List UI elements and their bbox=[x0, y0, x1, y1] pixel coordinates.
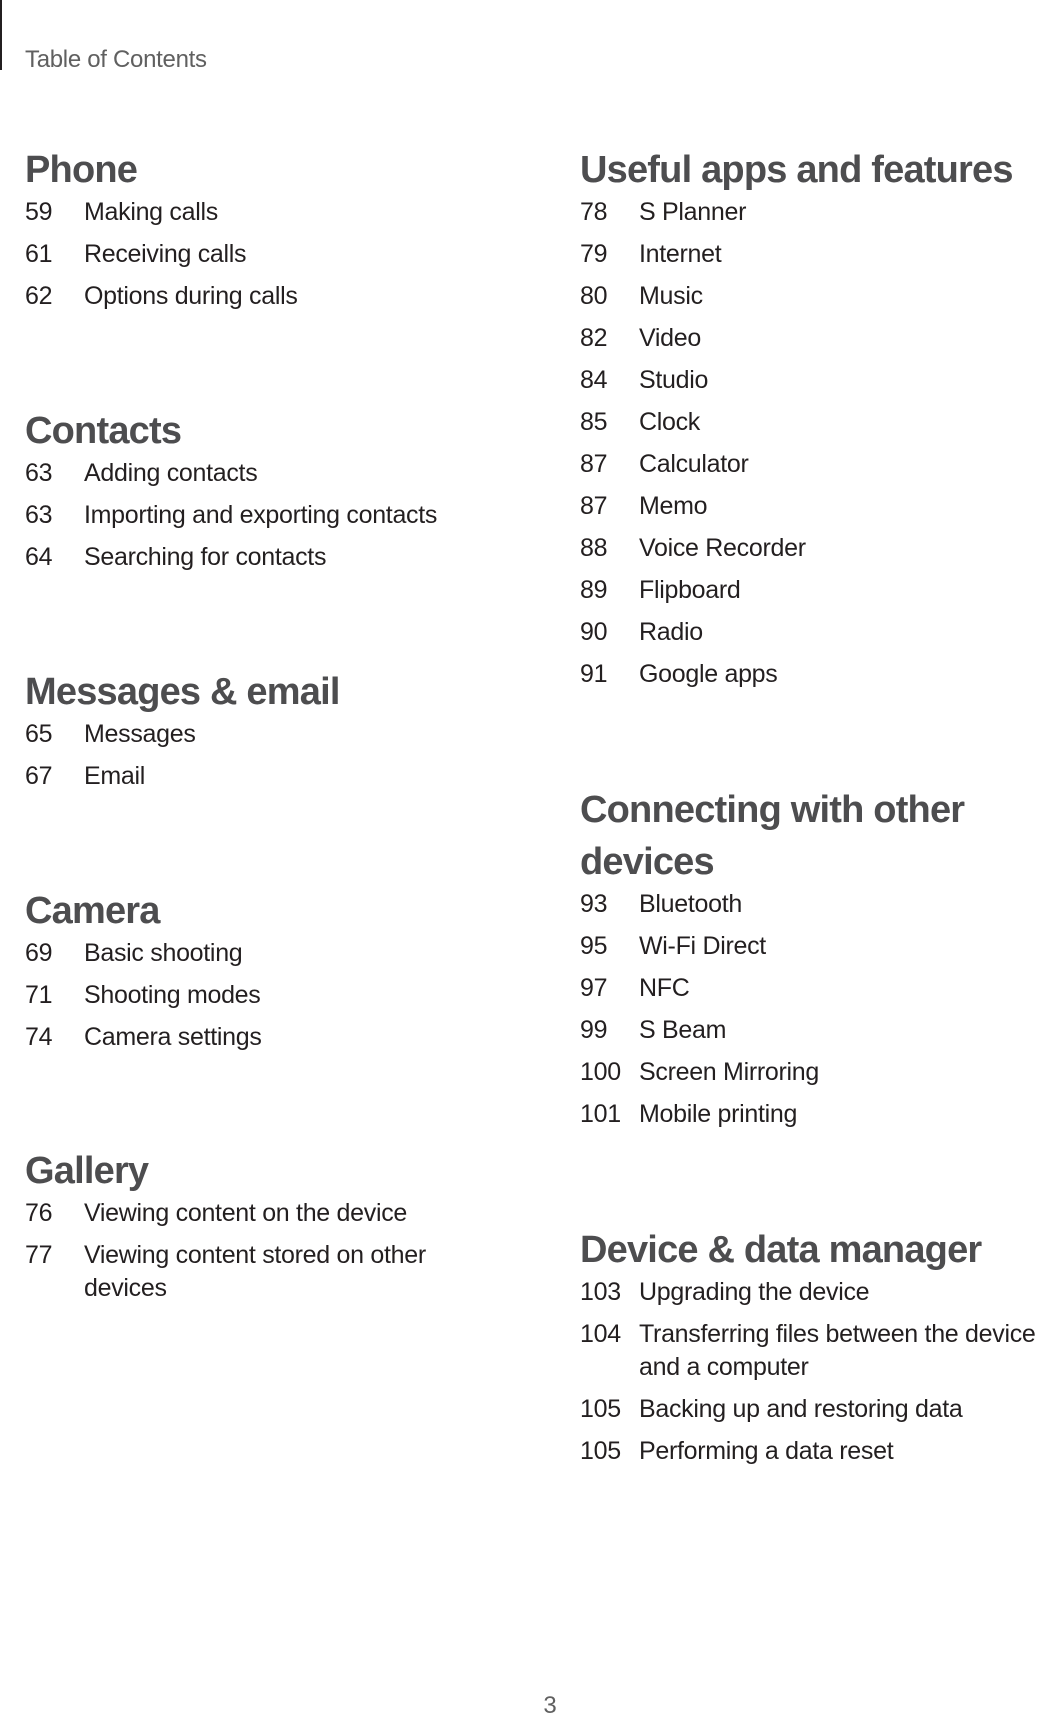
entry-title: Upgrading the device bbox=[639, 1278, 870, 1306]
entry-page: 105 bbox=[580, 1395, 621, 1423]
entry-page: 78 bbox=[580, 198, 608, 226]
entry-title: Performing a data reset bbox=[639, 1437, 894, 1465]
entry-page: 104 bbox=[580, 1320, 621, 1348]
entry-title: Calculator bbox=[639, 450, 749, 478]
running-head: Table of Contents bbox=[25, 46, 207, 73]
entry-title: Viewing content stored on other devices bbox=[84, 1241, 426, 1302]
entry-page: 103 bbox=[580, 1278, 621, 1306]
section-heading: Useful apps and features bbox=[580, 149, 1013, 191]
entry-page: 87 bbox=[580, 492, 608, 520]
toc-entry[interactable] bbox=[580, 1098, 980, 1131]
toc-entry[interactable] bbox=[580, 1393, 1052, 1426]
toc-entry[interactable] bbox=[580, 406, 1052, 439]
toc-section-device-data-manager bbox=[580, 1224, 1052, 1468]
entry-title: Memo bbox=[639, 492, 708, 520]
entry-title: Adding contacts bbox=[84, 459, 258, 487]
entry-page: 93 bbox=[580, 890, 608, 918]
entry-page: 82 bbox=[580, 324, 608, 352]
toc-entry[interactable] bbox=[580, 448, 1052, 481]
toc-entry[interactable] bbox=[25, 499, 545, 532]
entry-page: 85 bbox=[580, 408, 608, 436]
toc-entry[interactable] bbox=[25, 457, 545, 490]
entry-title: Options during calls bbox=[84, 282, 298, 310]
entry-page: 61 bbox=[25, 240, 53, 268]
entry-page: 87 bbox=[580, 450, 608, 478]
toc-entry[interactable] bbox=[25, 979, 545, 1012]
entry-page: 99 bbox=[580, 1016, 608, 1044]
toc-section-messages-email bbox=[25, 666, 545, 793]
toc-entry[interactable] bbox=[580, 532, 1052, 565]
entry-title: Wi-Fi Direct bbox=[639, 932, 766, 960]
toc-section-connecting bbox=[580, 784, 980, 1131]
entry-title: Internet bbox=[639, 240, 722, 268]
page-number: 3 bbox=[543, 1692, 557, 1719]
section-heading: Gallery bbox=[25, 1150, 149, 1192]
toc-section-gallery bbox=[25, 1145, 465, 1305]
entry-title: Mobile printing bbox=[639, 1100, 798, 1128]
toc-entry[interactable] bbox=[580, 616, 1052, 649]
section-heading: Phone bbox=[25, 149, 138, 191]
entry-title: Making calls bbox=[84, 198, 218, 226]
entry-title: Flipboard bbox=[639, 576, 741, 604]
toc-entry[interactable] bbox=[25, 238, 545, 271]
section-heading: Contacts bbox=[25, 410, 182, 452]
toc-entry[interactable] bbox=[580, 196, 1052, 229]
toc-section-contacts bbox=[25, 405, 545, 574]
toc-entry[interactable] bbox=[580, 322, 1052, 355]
entry-page: 90 bbox=[580, 618, 608, 646]
entry-title: Clock bbox=[639, 408, 701, 436]
entry-page: 100 bbox=[580, 1058, 621, 1086]
entry-page: 76 bbox=[25, 1199, 53, 1227]
entry-title: Receiving calls bbox=[84, 240, 247, 268]
entry-page: 67 bbox=[25, 762, 53, 790]
toc-entry[interactable] bbox=[25, 760, 545, 793]
entry-title: Viewing content on the device bbox=[84, 1199, 408, 1227]
toc-entry[interactable] bbox=[580, 364, 1052, 397]
entry-page: 77 bbox=[25, 1241, 53, 1269]
toc-entry[interactable] bbox=[580, 280, 1052, 313]
toc-entry[interactable] bbox=[580, 972, 980, 1005]
entry-page: 59 bbox=[25, 198, 53, 226]
toc-entry[interactable] bbox=[580, 1056, 980, 1089]
entry-title: S Planner bbox=[639, 198, 747, 226]
section-heading: Messages & email bbox=[25, 671, 340, 713]
toc-section-phone bbox=[25, 144, 545, 313]
entry-title: Transferring files between the device and a computer bbox=[639, 1320, 1036, 1381]
entry-page: 69 bbox=[25, 939, 53, 967]
entry-title: Video bbox=[639, 324, 701, 352]
entry-page: 101 bbox=[580, 1100, 621, 1128]
toc-entry[interactable] bbox=[580, 1276, 1052, 1309]
entry-page: 71 bbox=[25, 981, 53, 1009]
toc-entry[interactable] bbox=[580, 1318, 1052, 1384]
entry-title: Bluetooth bbox=[639, 890, 742, 918]
entry-page: 79 bbox=[580, 240, 608, 268]
entry-title: Email bbox=[84, 762, 146, 790]
entry-page: 65 bbox=[25, 720, 53, 748]
entry-page: 80 bbox=[580, 282, 608, 310]
section-heading: Camera bbox=[25, 890, 160, 932]
section-heading: Device & data manager bbox=[580, 1229, 982, 1271]
toc-entry[interactable] bbox=[25, 280, 545, 313]
entry-page: 89 bbox=[580, 576, 608, 604]
entry-title: Searching for contacts bbox=[84, 543, 327, 571]
toc-entry[interactable] bbox=[25, 196, 545, 229]
entry-page: 62 bbox=[25, 282, 53, 310]
entry-page: 105 bbox=[580, 1437, 621, 1465]
entry-page: 95 bbox=[580, 932, 608, 960]
entry-title: Screen Mirroring bbox=[639, 1058, 819, 1086]
toc-entry[interactable] bbox=[580, 888, 980, 921]
toc-entry[interactable] bbox=[25, 1197, 465, 1230]
toc-section-camera bbox=[25, 885, 545, 1054]
entry-title: Google apps bbox=[639, 660, 778, 688]
margin-rule bbox=[0, 0, 2, 70]
toc-section-useful-apps bbox=[580, 144, 1052, 691]
entry-title: Backing up and restoring data bbox=[639, 1395, 963, 1423]
toc-entry[interactable] bbox=[25, 541, 545, 574]
entry-page: 88 bbox=[580, 534, 608, 562]
toc-entry[interactable] bbox=[25, 1239, 465, 1305]
entry-title: Radio bbox=[639, 618, 703, 646]
toc-entry[interactable] bbox=[580, 574, 1052, 607]
entry-page: 84 bbox=[580, 366, 608, 394]
toc-entry[interactable] bbox=[580, 490, 1052, 523]
entry-title: Camera settings bbox=[84, 1023, 262, 1051]
entry-title: Voice Recorder bbox=[639, 534, 806, 562]
entry-title: Shooting modes bbox=[84, 981, 261, 1009]
section-heading: Connecting with other devices bbox=[580, 789, 965, 883]
toc-entry[interactable] bbox=[580, 1014, 980, 1047]
toc-entry[interactable] bbox=[25, 937, 545, 970]
entry-title: Studio bbox=[639, 366, 709, 394]
toc-entry[interactable] bbox=[580, 930, 980, 963]
toc-entry[interactable] bbox=[25, 718, 545, 751]
entry-title: Music bbox=[639, 282, 703, 310]
entry-page: 64 bbox=[25, 543, 53, 571]
entry-page: 63 bbox=[25, 459, 53, 487]
toc-entry[interactable] bbox=[580, 238, 1052, 271]
toc-entry[interactable] bbox=[25, 1021, 545, 1054]
entry-page: 91 bbox=[580, 660, 608, 688]
entry-title: Messages bbox=[84, 720, 196, 748]
toc-entry[interactable] bbox=[580, 658, 1052, 691]
entry-page: 74 bbox=[25, 1023, 53, 1051]
entry-page: 63 bbox=[25, 501, 53, 529]
entry-title: S Beam bbox=[639, 1016, 727, 1044]
entry-title: Importing and exporting contacts bbox=[84, 501, 438, 529]
entry-title: Basic shooting bbox=[84, 939, 243, 967]
entry-page: 97 bbox=[580, 974, 608, 1002]
entry-title: NFC bbox=[639, 974, 690, 1002]
toc-entry[interactable] bbox=[580, 1435, 1052, 1468]
